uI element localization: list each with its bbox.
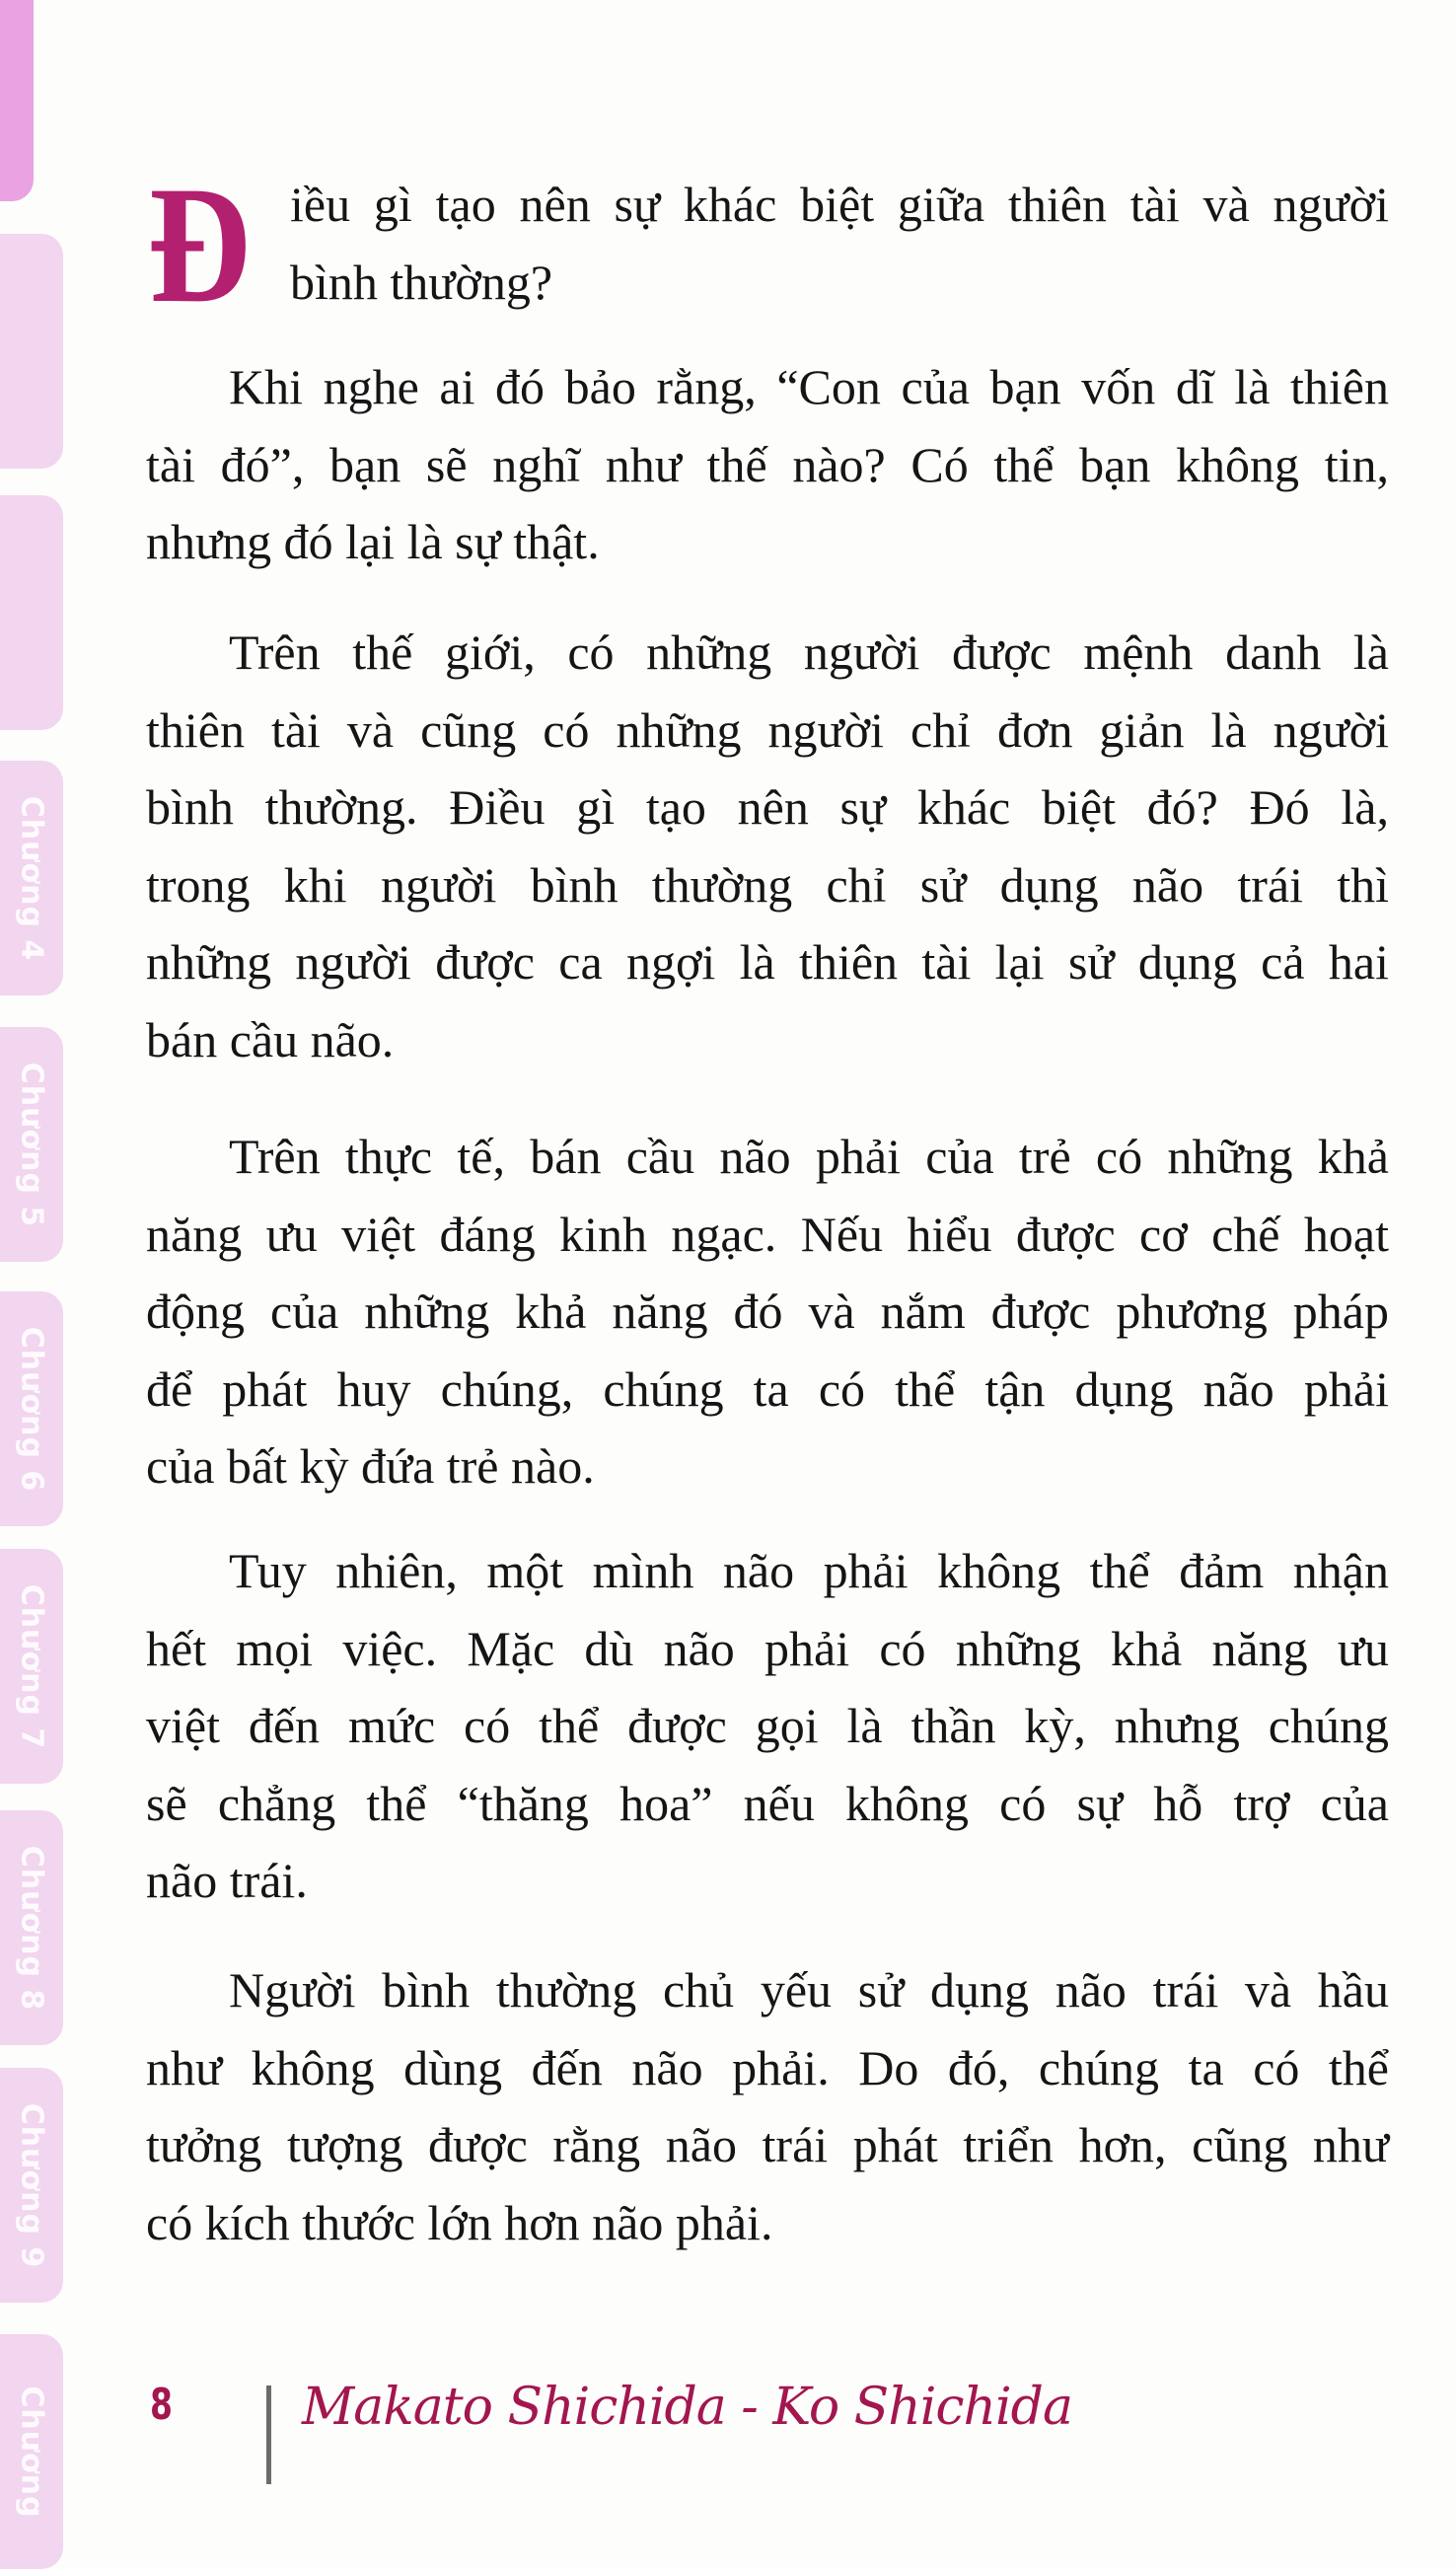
text-line: như không dùng đến não phải. Do đó, chúng ta có thể (146, 2039, 1389, 2095)
chapter-tab (0, 0, 34, 201)
chapter-tab-label: Chương 4 (14, 795, 49, 961)
chapter-tab (0, 495, 63, 730)
text-line: nhưng đó lại là sự thật. (146, 514, 600, 569)
text-line: bán cầu não. (146, 1011, 395, 1067)
text-line: bình thường? (290, 254, 553, 310)
chapter-tab-label: Chương 7 (14, 1583, 49, 1749)
chapter-tab (0, 1027, 63, 1262)
text-line: việt đến mức có thể được gọi là thần kỳ, nhưng chúng (146, 1698, 1389, 1753)
chapter-tab-label: Chương 8 (14, 1845, 49, 2011)
text-line: sẽ chẳng thể “thăng hoa” nếu không có sự hỗ trợ của (146, 1775, 1389, 1831)
paragraph (146, 1951, 1389, 2261)
paragraph (146, 1532, 1389, 1920)
text-line: Khi nghe ai đó bảo rằng, “Con của bạn vốn dĩ là thiên (229, 359, 1389, 414)
text-line: Trên thực tế, bán cầu não phải của trẻ có những khả (229, 1129, 1389, 1184)
text-line: những người được ca ngợi là thiên tài lại sử dụng cả hai (146, 934, 1389, 990)
chapter-tab (0, 1810, 63, 2045)
text-line: tưởng tượng được rằng não trái phát triển hơn, cũng như (146, 2117, 1389, 2172)
text-line: của bất kỳ đứa trẻ nào. (146, 1438, 595, 1494)
text-line: trong khi người bình thường chỉ sử dụng não trái thì (146, 856, 1389, 913)
paragraph (146, 152, 1389, 337)
text-line: Tuy nhiên, một mình não phải không thể đảm nhận (229, 1543, 1389, 1598)
chapter-tab-label: Chương (14, 2385, 49, 2519)
text-line: để phát huy chúng, chúng ta có thể tận dụng não phải (146, 1360, 1389, 1417)
text-line: động của những khả năng đó và nắm được phương pháp (146, 1284, 1389, 1339)
text-line: tài đó”, bạn sẽ nghĩ như thế nào? Có thể bạn không tin, (146, 436, 1389, 492)
text-line: có kích thước lớn hơn não phải. (146, 2194, 773, 2250)
text-line: năng ưu việt đáng kinh ngạc. Nếu hiểu được cơ chế hoạt (146, 1206, 1389, 1262)
text-line: thiên tài và cũng có những người chỉ đơn giản là người (146, 701, 1389, 758)
footer-authors: Makato Shichida - Ko Shichida (302, 2378, 1072, 2437)
chapter-tab (0, 2334, 63, 2569)
chapter-tab (0, 1549, 63, 1784)
text-line: Trên thế giới, có những người được mệnh danh là (229, 624, 1389, 680)
chapter-tab (0, 761, 63, 995)
text-line: hết mọi việc. Mặc dù não phải có những khả năng ưu (146, 1620, 1389, 1676)
text-line: iều gì tạo nên sự khác biệt giữa thiên tài và người (290, 177, 1389, 232)
paragraph (146, 1118, 1389, 1505)
page-number: 8 (150, 2380, 173, 2430)
drop-cap: Đ (148, 152, 252, 337)
footer-divider (266, 2386, 271, 2484)
chapter-tab (0, 1291, 63, 1526)
chapter-tab-label: Chương 9 (14, 2102, 49, 2268)
paragraph (146, 614, 1389, 1078)
chapter-tab (0, 2068, 63, 2303)
chapter-tab-label: Chương 5 (14, 1062, 49, 1227)
paragraph (146, 348, 1389, 581)
text-line: não trái. (146, 1853, 308, 1908)
chapter-tab (0, 234, 63, 469)
text-line: bình thường. Điều gì tạo nên sự khác biệt đó? Đó là, (146, 779, 1389, 835)
text-line: Người bình thường chủ yếu sử dụng não trái và hầu (229, 1962, 1389, 2018)
chapter-tab-label: Chương 6 (14, 1326, 49, 1492)
